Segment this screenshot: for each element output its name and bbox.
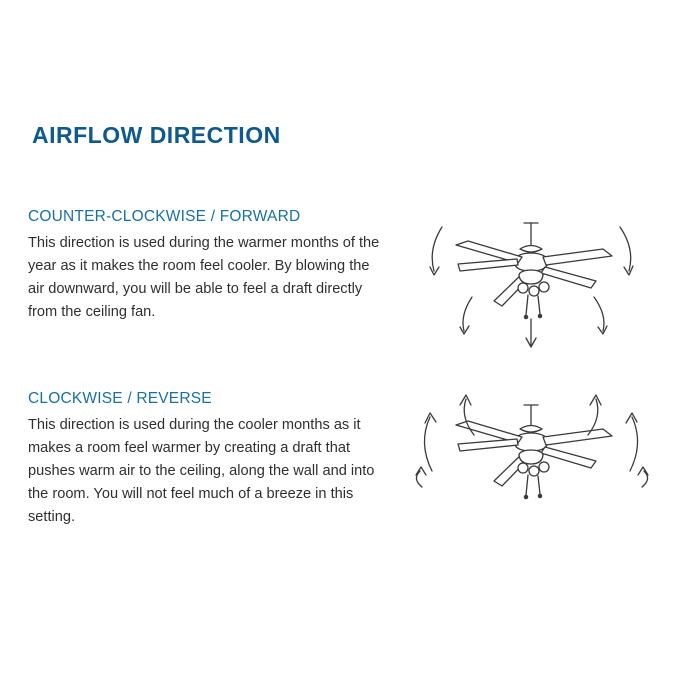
- ceiling-fan-upward-airflow-icon: [398, 375, 668, 545]
- ceiling-fan-downward-airflow-icon: [398, 205, 668, 365]
- section-counter-clockwise: [28, 208, 398, 324]
- section-heading-clockwise: CLOCKWISE / REVERSE: [28, 390, 212, 407]
- page-title: AIRFLOW DIRECTION: [32, 122, 281, 148]
- section-heading-counter-clockwise: COUNTER-CLOCKWISE / FORWARD: [28, 208, 301, 225]
- section-body-clockwise: This direction is used during the cooler months as it makes a room feel warmer by creating a draft that pushes warm air to the ceiling, along the wall and into the room. You will not feel much of a breeze in this setting.: [28, 417, 375, 526]
- section-body-counter-clockwise: This direction is used during the warmer months of the year as it makes the room feel cooler. By blowing the air downward, you will be able to feel a draft directly from the ceiling fan.: [28, 235, 380, 321]
- section-clockwise: [28, 390, 398, 529]
